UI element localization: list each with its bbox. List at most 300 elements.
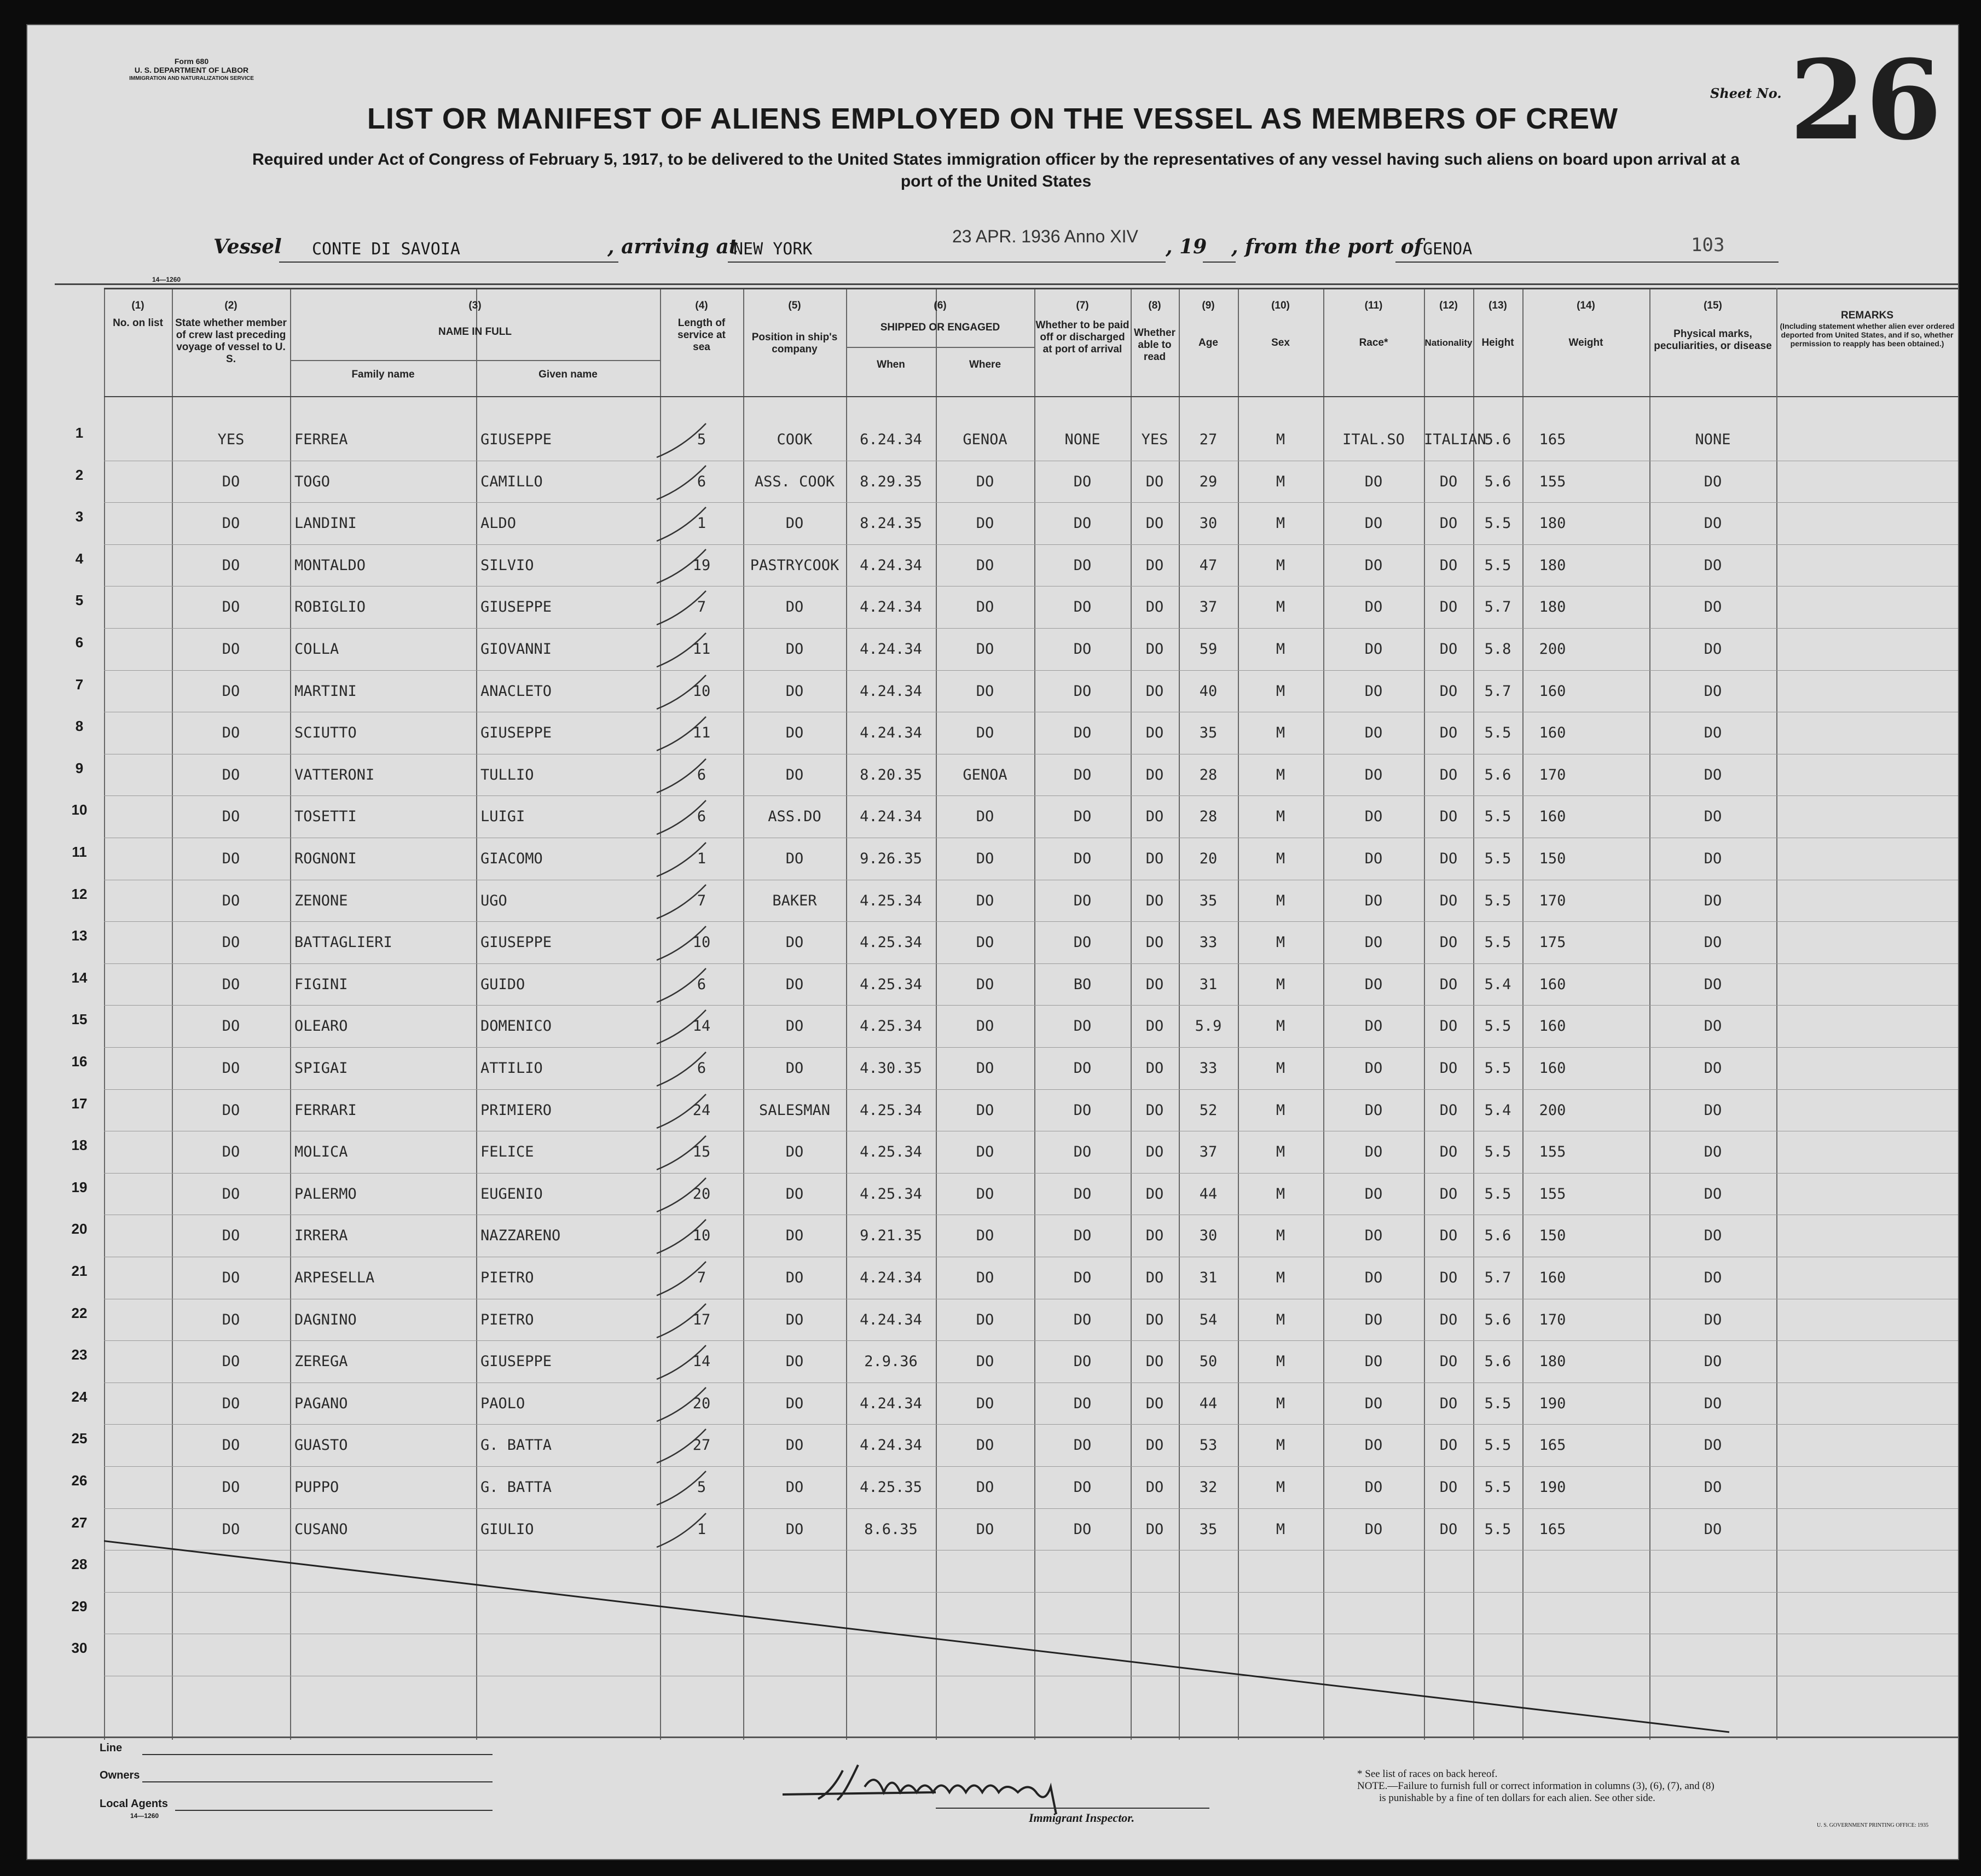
row-number: 15	[71, 1011, 88, 1028]
nationality-cell: DO	[1439, 1437, 1458, 1454]
row-number: 29	[71, 1598, 88, 1614]
age-cell: 30	[1199, 515, 1218, 532]
physical-marks-cell: DO	[1704, 1353, 1722, 1370]
position-cell: BAKER	[772, 892, 817, 909]
height-cell: 5.5	[1484, 808, 1511, 826]
sex-cell: M	[1276, 1395, 1285, 1412]
row-number: 30	[71, 1640, 88, 1657]
service-cell: 24	[692, 1101, 711, 1119]
manifest-sheet	[26, 24, 1959, 1860]
family-name-cell: SCIUTTO	[294, 724, 357, 742]
shipped-when-cell: 4.25.34	[860, 934, 922, 951]
physical-marks-cell: DO	[1704, 1520, 1722, 1538]
previous-voyage-cell: DO	[222, 892, 240, 909]
shipped-where-cell: GENOA	[963, 431, 1007, 448]
weight-cell: 180	[1539, 515, 1566, 532]
able-to-read-cell: DO	[1145, 892, 1164, 909]
weight-cell: 155	[1539, 473, 1566, 490]
height-cell: 5.6	[1484, 766, 1511, 783]
nationality-cell: DO	[1439, 682, 1458, 700]
family-name-cell: MOLICA	[294, 1143, 348, 1161]
paid-off-cell: DO	[1073, 515, 1092, 532]
row-number: 3	[75, 508, 84, 525]
family-name-cell: ARPESELLA	[294, 1269, 375, 1286]
sex-cell: M	[1276, 975, 1285, 993]
nationality-cell: DO	[1439, 599, 1458, 616]
shipped-where-cell: DO	[976, 682, 994, 700]
family-name-cell: ROBIGLIO	[294, 599, 366, 616]
col-header-given-name: Given name	[538, 369, 598, 380]
age-cell: 44	[1199, 1185, 1218, 1203]
previous-voyage-cell: DO	[222, 1143, 240, 1161]
able-to-read-cell: DO	[1145, 599, 1164, 616]
height-cell: 5.7	[1484, 682, 1511, 700]
shipped-when-cell: 4.25.34	[860, 1143, 922, 1161]
age-cell: 28	[1199, 766, 1218, 783]
service-cell: 7	[697, 892, 706, 909]
given-name-cell: EUGENIO	[480, 1185, 543, 1203]
race-cell: DO	[1364, 1185, 1383, 1203]
paid-off-cell: DO	[1073, 808, 1092, 826]
physical-marks-cell: DO	[1704, 808, 1722, 826]
height-cell: 5.5	[1484, 1143, 1511, 1161]
shipped-where-cell: DO	[976, 975, 994, 993]
family-name-cell: BATTAGLIERI	[294, 934, 392, 951]
sex-cell: M	[1276, 641, 1285, 658]
position-cell: PASTRYCOOK	[750, 556, 839, 574]
shipped-where-cell: DO	[976, 515, 994, 532]
printer-mark: U. S. GOVERNMENT PRINTING OFFICE: 1935	[1817, 1822, 1928, 1828]
row-number: 19	[71, 1178, 88, 1195]
weight-cell: 200	[1539, 641, 1566, 658]
line-label: Line	[100, 1742, 123, 1754]
nationality-cell: DO	[1439, 724, 1458, 742]
service-cell: 14	[692, 1353, 711, 1370]
family-name-cell: MONTALDO	[294, 556, 366, 574]
given-name-cell: DOMENICO	[480, 1018, 552, 1035]
weight-cell: 155	[1539, 1185, 1566, 1203]
sex-cell: M	[1276, 431, 1285, 448]
able-to-read-cell: DO	[1145, 808, 1164, 826]
race-cell: DO	[1364, 473, 1383, 490]
local-agents-label: Local Agents	[100, 1798, 168, 1810]
race-cell: DO	[1364, 975, 1383, 993]
shipped-where-cell: DO	[976, 1311, 994, 1328]
service-cell: 19	[692, 556, 711, 574]
page-subtitle: Required under Act of Congress of February 5, 1917, to be delivered to the United States immigration officer by the representatives of any vessel having such aliens on board upon arrival at a port of the United States	[252, 150, 1740, 190]
position-cell: DO	[785, 766, 804, 783]
nationality-cell: DO	[1439, 1060, 1458, 1077]
nationality-cell: DO	[1439, 1269, 1458, 1286]
given-name-cell: UGO	[480, 892, 507, 909]
able-to-read-cell: DO	[1145, 1018, 1164, 1035]
given-name-cell: NAZZARENO	[480, 1227, 561, 1245]
paid-off-cell: DO	[1073, 1143, 1092, 1161]
able-to-read-cell: DO	[1145, 1353, 1164, 1370]
weight-cell: 160	[1539, 1018, 1566, 1035]
weight-cell: 150	[1539, 1227, 1566, 1245]
position-cell: DO	[785, 1269, 804, 1286]
nationality-cell: DO	[1439, 1185, 1458, 1203]
weight-cell: 160	[1539, 682, 1566, 700]
weight-cell: 160	[1539, 1060, 1566, 1077]
shipped-when-cell: 8.20.35	[860, 766, 922, 783]
col-header-where: Where	[969, 359, 1001, 370]
shipped-where-cell: DO	[976, 892, 994, 909]
paid-off-cell: DO	[1073, 1269, 1092, 1286]
family-name-cell: FERRARI	[294, 1101, 357, 1119]
shipped-when-cell: 4.24.34	[860, 641, 922, 658]
paid-off-cell: DO	[1073, 1185, 1092, 1203]
position-cell: DO	[785, 1520, 804, 1538]
given-name-cell: LUIGI	[480, 808, 525, 826]
form-department: U. S. DEPARTMENT OF LABOR	[134, 66, 249, 74]
race-cell: DO	[1364, 766, 1383, 783]
physical-marks-cell: DO	[1704, 766, 1722, 783]
physical-marks-cell: DO	[1704, 1018, 1722, 1035]
able-to-read-cell: DO	[1145, 1479, 1164, 1496]
sex-cell: M	[1276, 724, 1285, 742]
service-cell: 10	[692, 1227, 711, 1245]
paid-off-cell: DO	[1073, 473, 1092, 490]
nationality-cell: DO	[1439, 850, 1458, 867]
row-number: 13	[71, 927, 88, 944]
shipped-where-cell: DO	[976, 1520, 994, 1538]
family-name-cell: ZENONE	[294, 892, 348, 909]
previous-voyage-cell: DO	[222, 515, 240, 532]
col-header-paid-off: Whether to be paid off or discharged at port of arrival	[1035, 320, 1129, 355]
able-to-read-cell: YES	[1141, 431, 1168, 448]
paid-off-cell: DO	[1073, 1479, 1092, 1496]
age-cell: 35	[1199, 892, 1218, 909]
position-cell: DO	[785, 1311, 804, 1328]
col-header-age: Age	[1198, 337, 1218, 349]
race-cell: DO	[1364, 808, 1383, 826]
race-cell: DO	[1364, 934, 1383, 951]
paid-off-cell: DO	[1073, 1227, 1092, 1245]
family-name-cell: DAGNINO	[294, 1311, 357, 1328]
paid-off-cell: DO	[1073, 1520, 1092, 1538]
position-cell: DO	[785, 515, 804, 532]
sex-cell: M	[1276, 1018, 1285, 1035]
arriving-port: NEW YORK	[733, 240, 813, 259]
row-number: 1	[75, 425, 84, 441]
service-cell: 10	[692, 934, 711, 951]
position-cell: DO	[785, 1185, 804, 1203]
physical-marks-cell: DO	[1704, 1479, 1722, 1496]
row-number: 24	[71, 1388, 88, 1405]
shipped-when-cell: 4.25.34	[860, 1101, 922, 1119]
previous-voyage-cell: DO	[222, 766, 240, 783]
nationality-cell: DO	[1439, 1395, 1458, 1412]
nationality-cell: DO	[1439, 892, 1458, 909]
shipped-when-cell: 4.24.34	[860, 808, 922, 826]
service-cell: 1	[697, 515, 706, 532]
given-name-cell: FELICE	[480, 1143, 534, 1161]
physical-marks-cell: DO	[1704, 1437, 1722, 1454]
shipped-where-cell: DO	[976, 1018, 994, 1035]
nationality-cell: DO	[1439, 641, 1458, 658]
height-cell: 5.5	[1484, 724, 1511, 742]
race-cell: DO	[1364, 1060, 1383, 1077]
able-to-read-cell: DO	[1145, 1060, 1164, 1077]
shipped-where-cell: DO	[976, 1353, 994, 1370]
previous-voyage-cell: DO	[222, 1060, 240, 1077]
position-cell: DO	[785, 599, 804, 616]
race-cell: DO	[1364, 1395, 1383, 1412]
col-header-nationality: Nationality	[1424, 338, 1473, 348]
physical-marks-cell: DO	[1704, 1227, 1722, 1245]
col-header-when: When	[877, 359, 905, 370]
height-cell: 5.6	[1484, 431, 1511, 448]
previous-voyage-cell: DO	[222, 934, 240, 951]
given-name-cell: G. BATTA	[480, 1437, 552, 1454]
service-cell: 6	[697, 473, 706, 490]
col-header-read: Whether able to read	[1134, 327, 1175, 363]
service-cell: 7	[697, 1269, 706, 1286]
family-name-cell: FERREA	[294, 431, 348, 448]
family-name-cell: SPIGAI	[294, 1060, 348, 1077]
family-name-cell: CUSANO	[294, 1520, 348, 1538]
weight-cell: 180	[1539, 556, 1566, 574]
able-to-read-cell: DO	[1145, 975, 1164, 993]
height-cell: 5.8	[1484, 641, 1511, 658]
age-cell: 5.9	[1195, 1018, 1222, 1035]
age-cell: 20	[1199, 850, 1218, 867]
col-header-family-name: Family name	[351, 369, 415, 380]
race-cell: DO	[1364, 1101, 1383, 1119]
nationality-cell: DO	[1439, 975, 1458, 993]
row-number: 27	[71, 1514, 88, 1531]
sex-cell: M	[1276, 1227, 1285, 1245]
shipped-where-cell: DO	[976, 724, 994, 742]
row-number: 25	[71, 1430, 88, 1447]
previous-voyage-cell: DO	[222, 975, 240, 993]
weight-cell: 160	[1539, 1269, 1566, 1286]
weight-cell: 200	[1539, 1101, 1566, 1119]
given-name-cell: GUIDO	[480, 975, 525, 993]
height-cell: 5.5	[1484, 515, 1511, 532]
weight-cell: 170	[1539, 1311, 1566, 1328]
corner-number: 103	[1691, 234, 1725, 256]
weight-cell: 170	[1539, 766, 1566, 783]
able-to-read-cell: DO	[1145, 1143, 1164, 1161]
age-cell: 33	[1199, 1060, 1218, 1077]
physical-marks-cell: DO	[1704, 975, 1722, 993]
given-name-cell: GIOVANNI	[480, 641, 552, 658]
previous-voyage-cell: DO	[222, 1311, 240, 1328]
paid-off-cell: DO	[1073, 850, 1092, 867]
family-name-cell: PUPPO	[294, 1479, 339, 1496]
row-number: 2	[75, 466, 84, 483]
service-cell: 20	[692, 1395, 711, 1412]
shipped-where-cell: DO	[976, 1395, 994, 1412]
weight-cell: 170	[1539, 892, 1566, 909]
height-cell: 5.5	[1484, 1479, 1511, 1496]
row-number: 7	[75, 676, 84, 693]
race-cell: DO	[1364, 515, 1383, 532]
position-cell: ASS. COOK	[754, 473, 835, 490]
family-name-cell: PALERMO	[294, 1185, 357, 1203]
shipped-where-cell: DO	[976, 1479, 994, 1496]
age-cell: 35	[1199, 724, 1218, 742]
row-number: 14	[71, 969, 88, 986]
sex-cell: M	[1276, 1060, 1285, 1077]
height-cell: 5.5	[1484, 1437, 1511, 1454]
able-to-read-cell: DO	[1145, 1395, 1164, 1412]
height-cell: 5.5	[1484, 1060, 1511, 1077]
age-cell: 37	[1199, 599, 1218, 616]
physical-marks-cell: DO	[1704, 1060, 1722, 1077]
sex-cell: M	[1276, 808, 1285, 826]
race-cell: DO	[1364, 556, 1383, 574]
sex-cell: M	[1276, 1101, 1285, 1119]
age-cell: 37	[1199, 1143, 1218, 1161]
race-cell: DO	[1364, 724, 1383, 742]
race-cell: DO	[1364, 1227, 1383, 1245]
row-number: 4	[75, 550, 84, 567]
shipped-when-cell: 2.9.36	[864, 1353, 918, 1370]
physical-marks-cell: DO	[1704, 1101, 1722, 1119]
able-to-read-cell: DO	[1145, 1269, 1164, 1286]
row-number: 18	[71, 1137, 88, 1154]
date-stamp: 23 APR. 1936 Anno XIV	[952, 226, 1138, 246]
service-cell: 7	[697, 599, 706, 616]
weight-cell: 180	[1539, 1353, 1566, 1370]
row-number: 9	[75, 759, 84, 776]
shipped-where-cell: DO	[976, 599, 994, 616]
age-cell: 32	[1199, 1479, 1218, 1496]
shipped-when-cell: 4.24.34	[860, 1437, 922, 1454]
paid-off-cell: DO	[1073, 599, 1092, 616]
shipped-where-cell: DO	[976, 473, 994, 490]
given-name-cell: GIUSEPPE	[480, 1353, 552, 1370]
row-number: 23	[71, 1346, 88, 1363]
col-header-service: Length of service at sea	[677, 317, 726, 353]
given-name-cell: GIACOMO	[480, 850, 543, 867]
able-to-read-cell: DO	[1145, 766, 1164, 783]
year-label: , 19	[1166, 235, 1207, 258]
height-cell: 5.5	[1484, 934, 1511, 951]
service-cell: 20	[692, 1185, 711, 1203]
shipped-when-cell: 4.24.34	[860, 556, 922, 574]
sex-cell: M	[1276, 473, 1285, 490]
position-cell: SALESMAN	[758, 1101, 831, 1119]
physical-marks-cell: DO	[1704, 682, 1722, 700]
given-name-cell: ALDO	[480, 515, 517, 532]
weight-cell: 150	[1539, 850, 1566, 867]
age-cell: 29	[1199, 473, 1218, 490]
page-title: LIST OR MANIFEST OF ALIENS EMPLOYED ON THE VESSEL AS MEMBERS OF CREW	[367, 102, 1619, 135]
previous-voyage-cell: DO	[222, 641, 240, 658]
paid-off-cell: DO	[1073, 556, 1092, 574]
height-cell: 5.5	[1484, 892, 1511, 909]
nationality-cell: DO	[1439, 556, 1458, 574]
given-name-cell: CAMILLO	[480, 473, 543, 490]
shipped-where-cell: DO	[976, 1101, 994, 1119]
height-cell: 5.5	[1484, 850, 1511, 867]
age-cell: 27	[1199, 431, 1218, 448]
sheet-label: Sheet No.	[1710, 85, 1782, 101]
race-cell: DO	[1364, 1437, 1383, 1454]
weight-cell: 165	[1539, 431, 1566, 448]
race-cell: DO	[1364, 1269, 1383, 1286]
family-name-cell: ZEREGA	[294, 1353, 348, 1370]
race-cell: DO	[1364, 641, 1383, 658]
position-cell: DO	[785, 641, 804, 658]
previous-voyage-cell: DO	[222, 473, 240, 490]
shipped-where-cell: DO	[976, 1227, 994, 1245]
row-number: 28	[71, 1556, 88, 1573]
sex-cell: M	[1276, 599, 1285, 616]
height-cell: 5.6	[1484, 1353, 1511, 1370]
row-number: 11	[72, 844, 87, 860]
height-cell: 5.7	[1484, 1269, 1511, 1286]
service-cell: 1	[697, 1520, 706, 1538]
paid-off-cell: DO	[1073, 682, 1092, 700]
family-name-cell: VATTERONI	[294, 766, 375, 783]
previous-voyage-cell: DO	[222, 1185, 240, 1203]
paid-off-cell: DO	[1073, 724, 1092, 742]
paid-off-cell: NONE	[1064, 431, 1100, 448]
able-to-read-cell: DO	[1145, 641, 1164, 658]
age-cell: 35	[1199, 1520, 1218, 1538]
race-cell: DO	[1364, 682, 1383, 700]
nationality-cell: DO	[1439, 515, 1458, 532]
shipped-where-cell: DO	[976, 1437, 994, 1454]
nationality-cell: ITALIAN	[1424, 431, 1486, 448]
col-header-height: Height	[1481, 337, 1514, 349]
weight-cell: 165	[1539, 1437, 1566, 1454]
col-header-race: Race*	[1359, 337, 1388, 349]
col-header-position: Position in ship's company	[751, 332, 838, 355]
nationality-cell: DO	[1439, 1143, 1458, 1161]
row-number: 5	[75, 592, 84, 609]
age-cell: 53	[1199, 1437, 1218, 1454]
sex-cell: M	[1276, 1143, 1285, 1161]
shipped-when-cell: 4.24.34	[860, 724, 922, 742]
col-header-previous-voyage: State whether member of crew last preceding voyage of vessel to U. S.	[175, 317, 287, 365]
nationality-cell: DO	[1439, 934, 1458, 951]
shipped-when-cell: 4.25.34	[860, 975, 922, 993]
shipped-when-cell: 4.25.34	[860, 1018, 922, 1035]
sex-cell: M	[1276, 850, 1285, 867]
form-code: 14—1260	[152, 276, 181, 283]
shipped-when-cell: 4.24.34	[860, 599, 922, 616]
weight-cell: 180	[1539, 599, 1566, 616]
shipped-where-cell: DO	[976, 641, 994, 658]
able-to-read-cell: DO	[1145, 934, 1164, 951]
shipped-when-cell: 8.24.35	[860, 515, 922, 532]
physical-marks-cell: DO	[1704, 599, 1722, 616]
height-cell: 5.4	[1484, 975, 1511, 993]
age-cell: 59	[1199, 641, 1218, 658]
sex-cell: M	[1276, 1311, 1285, 1328]
shipped-when-cell: 4.25.34	[860, 1185, 922, 1203]
row-number: 10	[71, 801, 88, 818]
able-to-read-cell: DO	[1145, 1437, 1164, 1454]
weight-cell: 175	[1539, 934, 1566, 951]
nationality-cell: DO	[1439, 1227, 1458, 1245]
given-name-cell: GIUSEPPE	[480, 431, 552, 448]
height-cell: 5.5	[1484, 1018, 1511, 1035]
shipped-when-cell: 4.24.34	[860, 1311, 922, 1328]
position-cell: DO	[785, 1227, 804, 1245]
position-cell: COOK	[777, 431, 813, 448]
shipped-when-cell: 4.25.35	[860, 1479, 922, 1496]
col-header-sex: Sex	[1271, 337, 1290, 349]
service-cell: 5	[697, 1479, 706, 1496]
